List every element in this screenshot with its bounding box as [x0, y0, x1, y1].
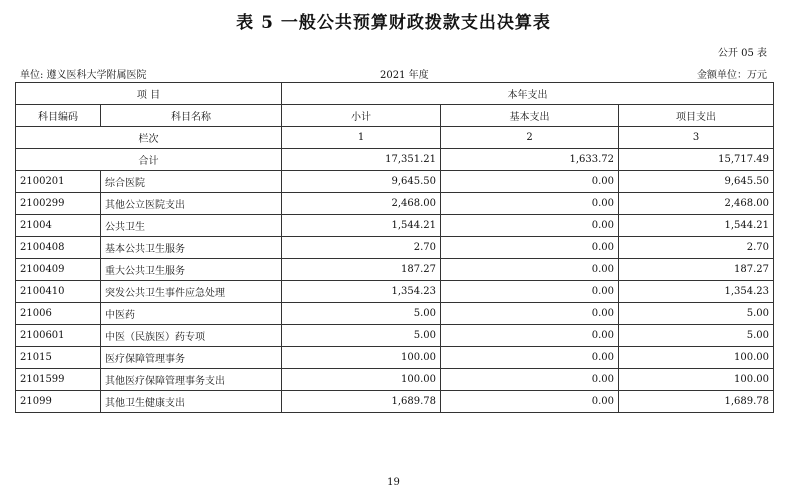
row-name: 其他公立医院支出 — [101, 193, 282, 215]
column-2: 2 — [441, 127, 619, 149]
row-basic: 0.00 — [441, 215, 619, 237]
row-code: 2100410 — [16, 281, 101, 303]
header-subtotal: 小计 — [282, 105, 441, 127]
row-subtotal: 2,468.00 — [282, 193, 441, 215]
form-number: 公开 05 表 — [717, 48, 767, 59]
row-name: 基本公共卫生服务 — [101, 237, 282, 259]
row-project: 5.00 — [619, 303, 774, 325]
unit-label: 单位: 遵义医科大学附属医院 — [20, 70, 147, 81]
total-label: 合计 — [16, 149, 282, 171]
row-name: 医疗保障管理事务 — [101, 347, 282, 369]
row-project: 9,645.50 — [619, 171, 774, 193]
column-1: 1 — [282, 127, 441, 149]
row-project: 1,689.78 — [619, 391, 774, 413]
table-row — [16, 237, 774, 259]
row-project: 1,544.21 — [619, 215, 774, 237]
row-name: 公共卫生 — [101, 215, 282, 237]
table-row — [16, 259, 774, 281]
row-name: 其他医疗保障管理事务支出 — [101, 369, 282, 391]
row-basic: 0.00 — [441, 259, 619, 281]
header-row-2 — [16, 105, 774, 127]
row-basic: 0.00 — [441, 391, 619, 413]
row-subtotal: 5.00 — [282, 325, 441, 347]
row-name: 重大公共卫生服务 — [101, 259, 282, 281]
row-code: 2100408 — [16, 237, 101, 259]
row-subtotal: 100.00 — [282, 369, 441, 391]
row-subtotal: 2.70 — [282, 237, 441, 259]
row-subtotal: 1,544.21 — [282, 215, 441, 237]
row-project: 2,468.00 — [619, 193, 774, 215]
row-code: 2100299 — [16, 193, 101, 215]
row-basic: 0.00 — [441, 303, 619, 325]
row-basic: 0.00 — [441, 347, 619, 369]
row-code: 21006 — [16, 303, 101, 325]
row-basic: 0.00 — [441, 369, 619, 391]
page-title: 表 5 一般公共预算财政拨款支出决算表 — [236, 13, 551, 33]
row-subtotal: 5.00 — [282, 303, 441, 325]
table-row — [16, 325, 774, 347]
header-project: 项目支出 — [619, 105, 774, 127]
row-basic: 0.00 — [441, 193, 619, 215]
header-name: 科目名称 — [101, 105, 282, 127]
row-basic: 0.00 — [441, 325, 619, 347]
year-label: 2021 年度 — [380, 70, 429, 81]
row-basic: 0.00 — [441, 171, 619, 193]
table-row — [16, 391, 774, 413]
row-code: 21015 — [16, 347, 101, 369]
total-subtotal: 17,351.21 — [282, 149, 441, 171]
row-project: 2.70 — [619, 237, 774, 259]
row-project: 187.27 — [619, 259, 774, 281]
row-name: 其他卫生健康支出 — [101, 391, 282, 413]
row-basic: 0.00 — [441, 237, 619, 259]
row-subtotal: 100.00 — [282, 347, 441, 369]
row-project: 1,354.23 — [619, 281, 774, 303]
row-code: 2100201 — [16, 171, 101, 193]
page-number: 19 — [387, 477, 400, 488]
table-row — [16, 369, 774, 391]
row-subtotal: 187.27 — [282, 259, 441, 281]
header-item: 项 目 — [16, 83, 282, 105]
row-subtotal: 1,689.78 — [282, 391, 441, 413]
row-subtotal: 1,354.23 — [282, 281, 441, 303]
table-row — [16, 171, 774, 193]
row-project: 100.00 — [619, 369, 774, 391]
table-row — [16, 215, 774, 237]
column-index-row — [16, 127, 774, 149]
table-row — [16, 281, 774, 303]
row-basic: 0.00 — [441, 281, 619, 303]
row-project: 100.00 — [619, 347, 774, 369]
column-label: 栏次 — [16, 127, 282, 149]
column-3: 3 — [619, 127, 774, 149]
row-code: 2100601 — [16, 325, 101, 347]
table-row — [16, 303, 774, 325]
expenditure-table — [15, 82, 774, 413]
row-name: 中医（民族医）药专项 — [101, 325, 282, 347]
header-code: 科目编码 — [16, 105, 101, 127]
header-current-year: 本年支出 — [282, 83, 774, 105]
header-row-1 — [16, 83, 774, 105]
amount-unit-label: 金额单位：万元 — [697, 70, 767, 81]
header-basic: 基本支出 — [441, 105, 619, 127]
row-code: 2100409 — [16, 259, 101, 281]
row-name: 中医药 — [101, 303, 282, 325]
total-basic: 1,633.72 — [441, 149, 619, 171]
table-row — [16, 193, 774, 215]
table-row — [16, 347, 774, 369]
row-name: 突发公共卫生事件应急处理 — [101, 281, 282, 303]
row-code: 2101599 — [16, 369, 101, 391]
row-subtotal: 9,645.50 — [282, 171, 441, 193]
total-project: 15,717.49 — [619, 149, 774, 171]
total-row — [16, 149, 774, 171]
row-code: 21004 — [16, 215, 101, 237]
row-code: 21099 — [16, 391, 101, 413]
row-project: 5.00 — [619, 325, 774, 347]
row-name: 综合医院 — [101, 171, 282, 193]
